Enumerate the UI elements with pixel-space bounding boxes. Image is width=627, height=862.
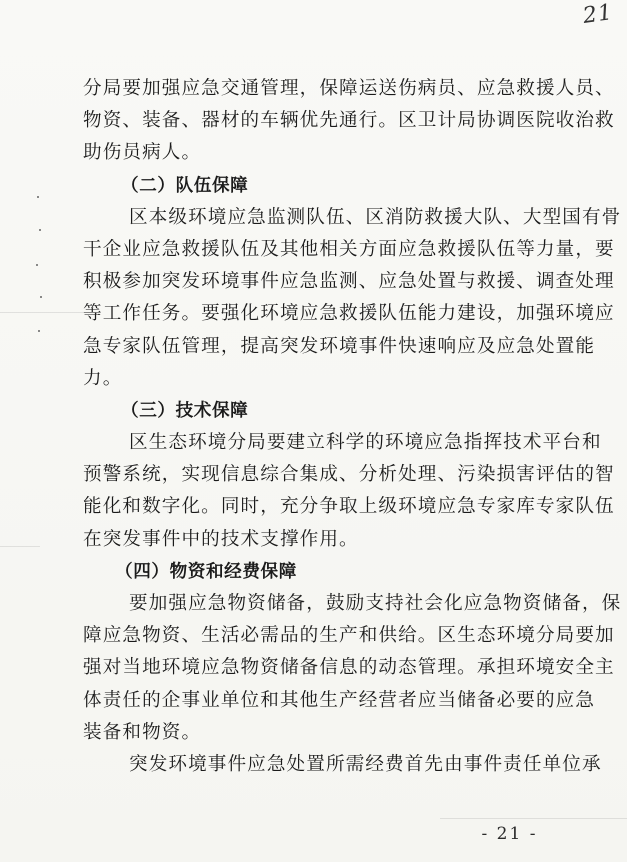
text-line: 装备和物资。 [83, 721, 202, 743]
text-line: 急专家队伍管理，提高突发环境事件快速响应及应急处置能 [83, 335, 596, 357]
section-heading-team: （二）队伍保障 [121, 175, 249, 196]
scan-line [0, 546, 40, 547]
document-body [83, 73, 622, 781]
text-line: 预警系统，实现信息综合集成、分析处理、污染损害评估的智 [83, 464, 615, 486]
text-line: 在突发事件中的技术支撑作用。 [83, 528, 359, 550]
scan-line [0, 312, 96, 313]
scan-speck [38, 330, 40, 332]
scan-speck [39, 229, 41, 231]
scan-speck [40, 296, 42, 298]
page-number-text: - 21 - [481, 824, 538, 844]
text-line: 等工作任务。要强化环境应急救援队伍能力建设，加强环境应 [83, 303, 615, 325]
scan-line [440, 818, 627, 819]
text-line: 能化和数字化。同时，充分争取上级环境应急专家库专家队伍 [83, 496, 615, 518]
scan-speck [36, 264, 38, 266]
text-line: 分局要加强应急交通管理，保障运送伤病员、应急救援人员、 [83, 78, 615, 99]
text-line: 要加强应急物资储备，鼓励支持社会化应急物资储备，保 [129, 593, 622, 614]
text-line: 积极参加突发环境事件应急监测、应急处置与救援、调查处理 [83, 271, 615, 293]
text-line: 体责任的企事业单位和其他生产经营者应当储备必要的应急 [83, 689, 596, 711]
text-line: 强对当地环境应急物资储备信息的动态管理。承担环境安全主 [83, 657, 615, 679]
text-line: 物资、装备、器材的车辆优先通行。区卫计局协调医院收治救 [83, 110, 615, 132]
text-line: 力。 [83, 367, 123, 389]
text-line: 干企业应急救援队伍及其他相关方面应急救援队伍等力量，要 [83, 238, 615, 260]
text-line: 区本级环境应急监测队伍、区消防救援大队、大型国有骨 [129, 206, 622, 228]
section-heading-technical: （三）技术保障 [121, 400, 249, 421]
text-line: 突发环境事件应急处置所需经费首先由事件责任单位承 [129, 753, 602, 775]
page-number [0, 824, 627, 844]
text-line: 区生态环境分局要建立科学的环境应急指挥技术平台和 [129, 432, 602, 454]
section-heading-supplies-funds: （四）物资和经费保障 [115, 561, 297, 582]
text-line: 障应急物资、生活必需品的生产和供给。区生态环境分局要加 [83, 625, 615, 647]
handwritten-page-mark: 21 [581, 0, 615, 29]
text-line: 助伤员病人。 [83, 142, 202, 164]
scan-speck [37, 196, 39, 198]
